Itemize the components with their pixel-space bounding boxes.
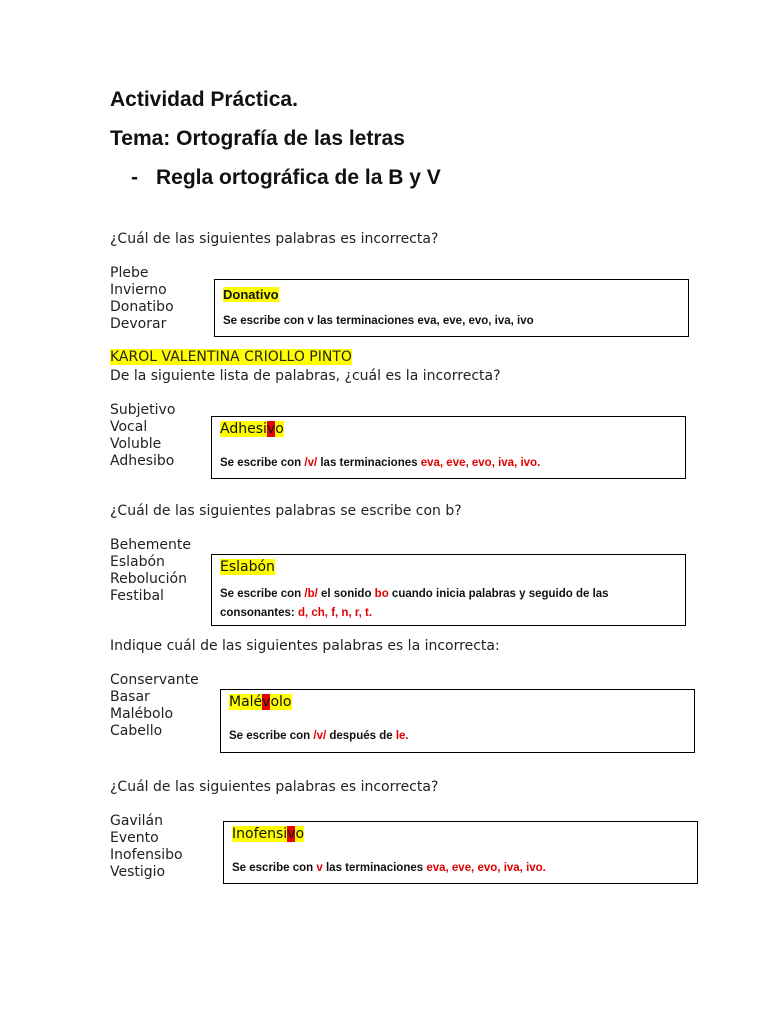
list-item: Eslabón [110, 554, 165, 570]
list-item: Malébolo [110, 706, 174, 722]
question-1: ¿Cuál de las siguientes palabras es incorrecta? [110, 231, 439, 247]
list-item: Plebe [110, 265, 149, 281]
explanation-text: Se escribe con [232, 862, 317, 874]
list-item: Donatibo [110, 299, 174, 315]
word-list-3 [110, 537, 191, 605]
list-item: Conservante [110, 672, 199, 688]
list-item: Subjetivo [110, 402, 176, 418]
page-title: Actividad Práctica. [110, 88, 298, 111]
explanation-syllable: bo [374, 588, 389, 600]
explanation-text: consonantes: [220, 607, 298, 619]
list-item: Rebolución [110, 571, 187, 587]
list-item: Evento [110, 830, 159, 846]
explanation-text: después de [326, 730, 396, 742]
explanation-text: las terminaciones [322, 862, 427, 874]
list-item: Gavilán [110, 813, 163, 829]
list-item: Cabello [110, 723, 163, 739]
answer-word-1: Donativo [223, 287, 279, 302]
word-list-1 [110, 265, 174, 333]
answer-box-1 [214, 279, 689, 337]
answer-word-part: Malé [229, 694, 263, 710]
answer-word-part: Inofensi [232, 826, 288, 842]
answer-box-5 [223, 821, 698, 884]
explanation-4 [229, 727, 409, 746]
explanation-syllable: le. [395, 730, 409, 742]
explanation-letter: /v/ [304, 457, 318, 469]
word-list-4 [110, 672, 199, 740]
answer-word-5 [232, 826, 304, 842]
explanation-letter: v [316, 862, 323, 874]
answer-word-4 [229, 694, 292, 710]
explanation-1: Se escribe con v las terminaciones eva, eve, evo, iva, ivo [223, 315, 534, 327]
topic-heading: Tema: Ortografía de las letras [110, 127, 405, 150]
answer-word-part: Adhesi [220, 421, 267, 437]
explanation-text: Se escribe con [220, 588, 305, 600]
explanation-text: cuando inicia palabras y seguido de las [388, 588, 609, 600]
word-list-2 [110, 402, 175, 470]
highlighted-letter: v [287, 826, 296, 842]
question-5: ¿Cuál de las siguientes palabras es incorrecta? [110, 779, 439, 795]
answer-word-part: olo [270, 694, 292, 710]
answer-box-2 [211, 416, 686, 479]
explanation-letter: /b/ [304, 588, 318, 600]
list-item: Invierno [110, 282, 167, 298]
explanation-letter: /v/ [313, 730, 327, 742]
explanation-consonants: d, ch, f, n, r, t. [297, 607, 373, 619]
list-item: Behemente [110, 537, 191, 553]
highlighted-letter: v [266, 421, 276, 437]
explanation-endings: eva, eve, evo, iva, ivo. [426, 862, 546, 874]
word-list-5 [110, 813, 183, 881]
explanation-3 [220, 585, 609, 623]
explanation-2 [220, 454, 540, 473]
explanation-5 [232, 859, 546, 878]
rule-heading-text: Regla ortográfica de la B y V [156, 166, 441, 189]
student-name: KAROL VALENTINA CRIOLLO PINTO [110, 349, 352, 365]
list-item: Festibal [110, 588, 164, 604]
list-item: Vocal [110, 419, 148, 435]
list-item: Devorar [110, 316, 167, 332]
answer-box-3 [211, 554, 686, 626]
question-2: De la siguiente lista de palabras, ¿cuál es la incorrecta? [110, 368, 501, 384]
explanation-text: Se escribe con [229, 730, 314, 742]
list-item: Vestigio [110, 864, 166, 880]
question-4: Indique cuál de las siguientes palabras es la incorrecta: [110, 638, 500, 654]
bullet-dash: - [131, 166, 138, 189]
explanation-text: Se escribe con [220, 457, 305, 469]
explanation-text: las terminaciones [317, 457, 421, 469]
list-item: Adhesibo [110, 453, 175, 469]
answer-word-part: o [275, 421, 284, 437]
answer-box-4 [220, 689, 695, 753]
rule-heading [131, 166, 441, 190]
list-item: Basar [110, 689, 150, 705]
explanation-text: el sonido [317, 588, 375, 600]
question-3: ¿Cuál de las siguientes palabras se escribe con b? [110, 503, 462, 519]
answer-word-3: Eslabón [220, 559, 275, 575]
answer-word-2 [220, 421, 284, 437]
explanation-endings: eva, eve, evo, iva, ivo. [420, 457, 541, 469]
list-item: Voluble [110, 436, 162, 452]
highlighted-letter: v [262, 694, 271, 710]
list-item: Inofensibo [110, 847, 183, 863]
answer-word-part: o [295, 826, 305, 842]
